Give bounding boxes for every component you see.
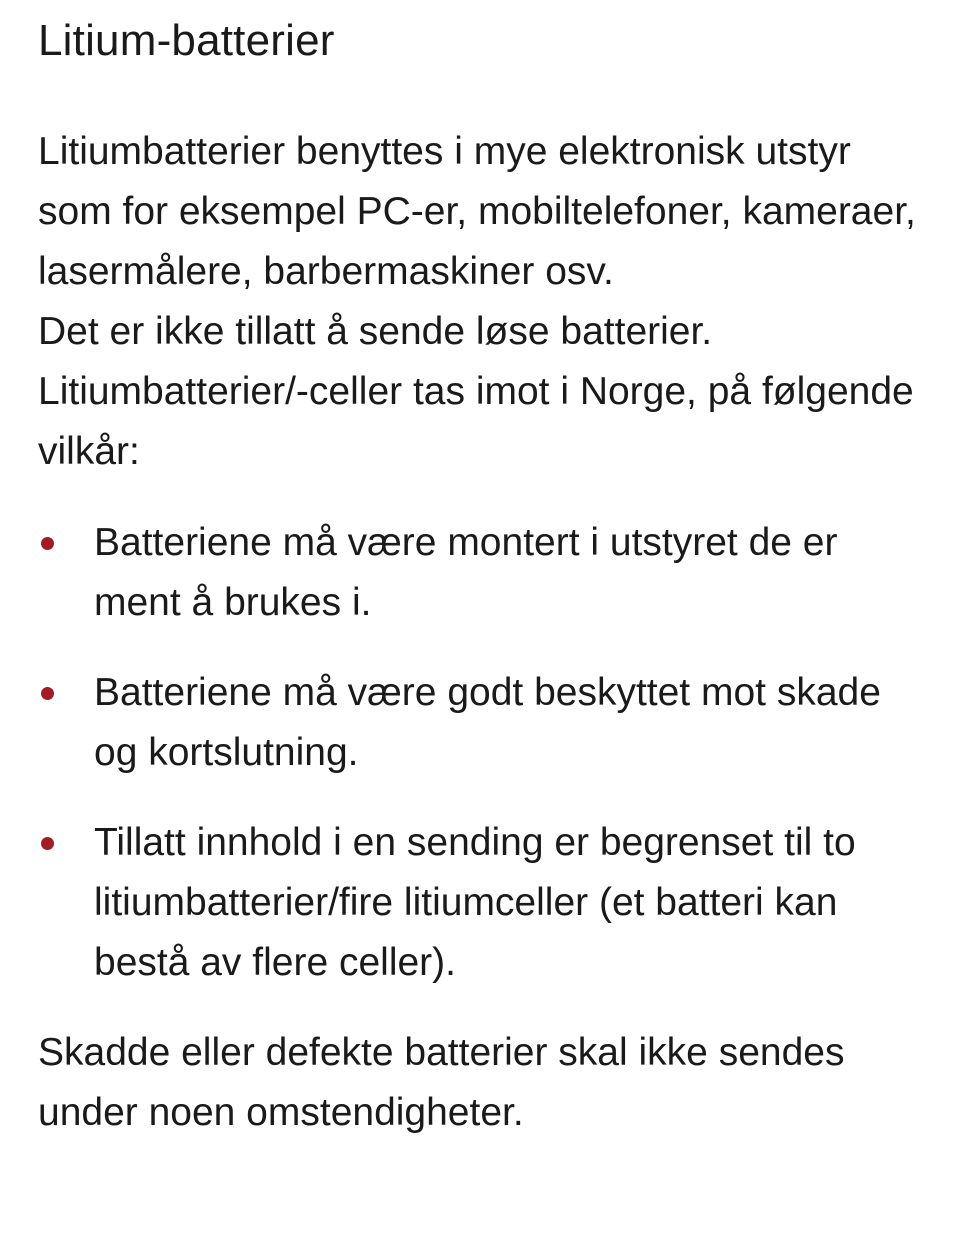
bullet-dot-icon (41, 687, 54, 700)
page-title: Litium-batterier (38, 16, 335, 65)
list-item-text: Batteriene må være godt beskyttet mot skade og kortslutning. (94, 671, 881, 774)
conditions-list (38, 513, 922, 993)
bullet-dot-icon (41, 537, 54, 550)
intro-sentence-loose-batteries: Det er ikke tillatt å sende løse batterier. (38, 310, 713, 353)
intro-sentence-devices: Litiumbatterier benyttes i mye elektronisk utstyr som for eksempel PC-er, mobiltelefoner, kameraer, lasermålere, barbermaskiner osv. (38, 130, 916, 293)
list-item-text: Tillatt innhold i en sending er begrenset til to litiumbatterier/fire litiumceller (et batteri kan bestå av flere celler). (94, 821, 856, 984)
list-item (38, 513, 922, 633)
list-item (38, 663, 922, 783)
bullet-dot-icon (41, 837, 54, 850)
intro-paragraph (38, 122, 922, 482)
closing-paragraph: Skadde eller defekte batterier skal ikke sendes under noen omstendigheter. (38, 1031, 845, 1134)
list-item-text: Batteriene må være montert i utstyret de er ment å brukes i. (94, 521, 838, 624)
list-item (38, 813, 922, 993)
intro-sentence-conditions: Litiumbatterier/-celler tas imot i Norge, på følgende vilkår: (38, 370, 914, 473)
